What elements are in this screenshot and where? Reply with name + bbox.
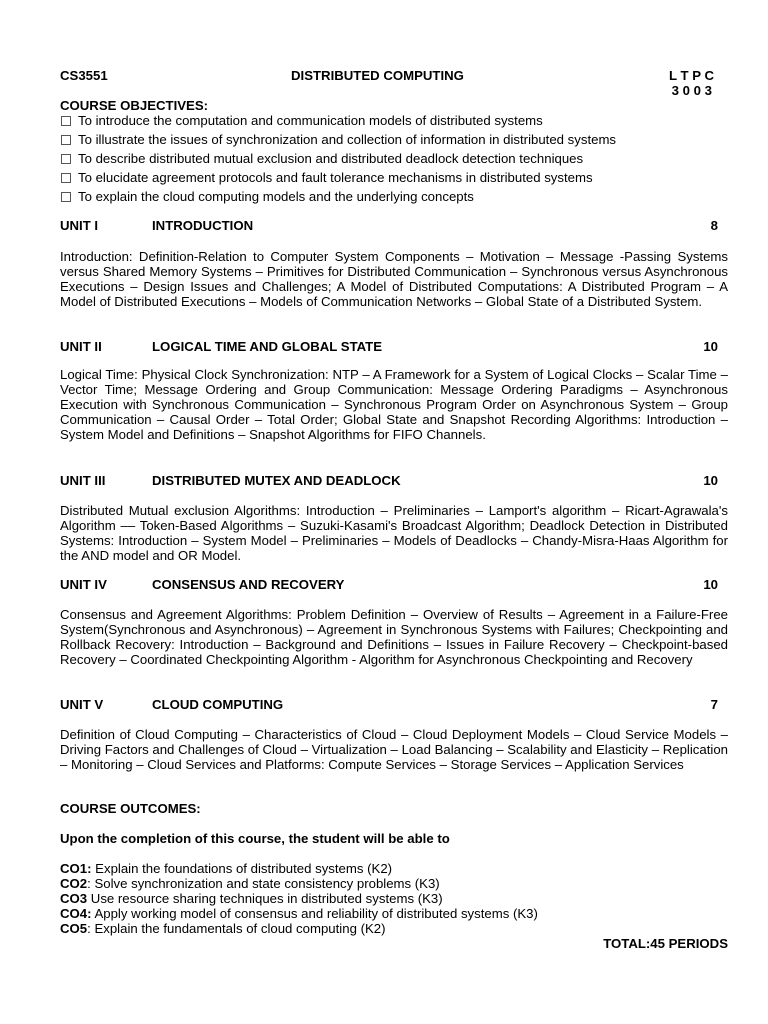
unit-3-body: Distributed Mutual exclusion Algorithms: Introduction – Preliminaries – Lamport's algorithm – Ricart-Agrawala's Algorithm –– Token-Based Algorithms – Suzuki-Kasami's Broadcast Algorithm; Deadlock Detection in Distributed Systems: Introduction – System Model – Preliminaries – Models of Deadlocks – Chandy-Misra-Haas Algorithm for the AND model and OR Model. — [60, 503, 728, 563]
checkbox-bullet-icon — [61, 135, 71, 145]
objective-item: To elucidate agreement protocols and fault tolerance mechanisms in distributed systems — [60, 168, 740, 187]
unit-1-heading: UNIT I INTRODUCTION 8 — [60, 218, 718, 233]
checkbox-bullet-icon — [61, 173, 71, 183]
objective-item: To introduce the computation and communication models of distributed systems — [60, 111, 740, 130]
unit-5-body: Definition of Cloud Computing – Characteristics of Cloud – Cloud Deployment Models – Cloud Service Models – Driving Factors and Challenges of Cloud – Virtualization – Load Balancing – Scalability and Elasticity – Replication – Monitoring – Cloud Services and Platforms: Compute Services – Storage Services – Application Services — [60, 727, 728, 772]
outcome-item: CO2: Solve synchronization and state consistency problems (K3) — [60, 876, 440, 891]
unit-1-body: Introduction: Definition-Relation to Computer System Components – Motivation – Message -Passing Systems versus Shared Memory Systems – Primitives for Distributed Communication – Synchronous versus Asynchronous Executions – Design Issues and Challenges; A Model of Distributed Computations: A Distributed Program – A Model of Distributed Executions – Models of Communication Networks – Global State of a Distributed System. — [60, 249, 728, 309]
outcome-item: CO5: Explain the fundamentals of cloud computing (K2) — [60, 921, 386, 936]
outcomes-intro: Upon the completion of this course, the student will be able to — [60, 831, 450, 846]
objective-item: To describe distributed mutual exclusion and distributed deadlock detection techniques — [60, 149, 740, 168]
unit-5-heading: UNIT V CLOUD COMPUTING 7 — [60, 697, 718, 712]
objectives-heading: COURSE OBJECTIVES: — [60, 98, 209, 113]
outcomes-list — [60, 861, 660, 936]
outcomes-heading: COURSE OUTCOMES: — [60, 801, 201, 816]
unit-2-body: Logical Time: Physical Clock Synchronization: NTP – A Framework for a System of Logical Clocks – Scalar Time – Vector Time; Message Ordering and Group Communication: Message Ordering Paradigms – Asynchronous Execution with Synchronous Communication – Synchronous Program Order on Asynchronous System – Group Communication – Causal Order – Total Order; Global State and Snapshot Recording Algorithms: Introduction – System Model and Definitions – Snapshot Algorithms for FIFO Channels. — [60, 367, 728, 442]
unit-2-heading: UNIT II LOGICAL TIME AND GLOBAL STATE 10 — [60, 339, 718, 354]
ltpc-label: L T P C — [669, 68, 714, 83]
objective-item: To illustrate the issues of synchronization and collection of information in distributed systems — [60, 130, 740, 149]
objective-item: To explain the cloud computing models and the underlying concepts — [60, 187, 740, 206]
outcome-item: CO3 Use resource sharing techniques in distributed systems (K3) — [60, 891, 443, 906]
course-code: CS3551 — [60, 68, 108, 83]
checkbox-bullet-icon — [61, 116, 71, 126]
checkbox-bullet-icon — [61, 154, 71, 164]
course-title: DISTRIBUTED COMPUTING — [291, 68, 464, 83]
outcome-item: CO1: Explain the foundations of distributed systems (K2) — [60, 861, 393, 876]
unit-4-body: Consensus and Agreement Algorithms: Problem Definition – Overview of Results – Agreement in a Failure-Free System(Synchronous and Asynchronous) – Agreement in Synchronous Systems with Failures; Checkpointing and Rollback Recovery: Introduction – Background and Definitions – Issues in Failure Recovery – Checkpoint-based Recovery – Coordinated Checkpointing Algorithm - Algorithm for Asynchronous Checkpointing and Recovery — [60, 607, 728, 667]
outcome-item: CO4: Apply working model of consensus and reliability of distributed systems (K3) — [60, 906, 538, 921]
objectives-list — [60, 111, 740, 206]
unit-4-heading: UNIT IV CONSENSUS AND RECOVERY 10 — [60, 577, 718, 592]
ltpc-values: 3 0 0 3 — [671, 83, 712, 98]
total-periods: TOTAL:45 PERIODS — [603, 936, 728, 951]
unit-3-heading: UNIT III DISTRIBUTED MUTEX AND DEADLOCK 10 — [60, 473, 718, 488]
checkbox-bullet-icon — [61, 192, 71, 202]
